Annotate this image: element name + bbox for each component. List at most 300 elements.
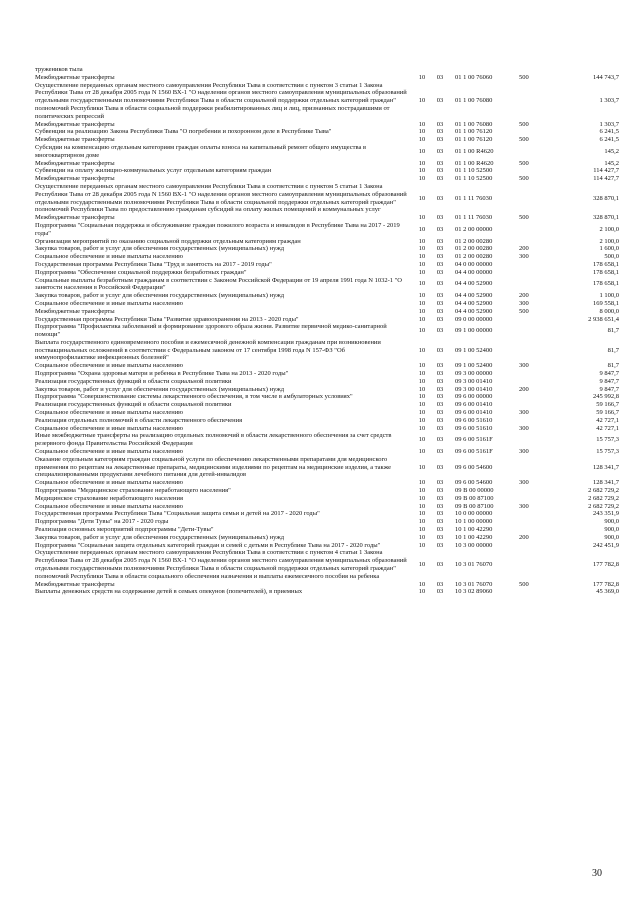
row-amount: 242 451,9: [593, 541, 619, 549]
row-name: Подпрограмма "Социальная поддержка и обслуживание граждан пожилого возраста и инвалидов в Республике Тыва на 2017 - 2019 годы": [35, 221, 400, 237]
row-expense-type: [519, 238, 555, 246]
row-target-article: 01 1 00 R4620: [455, 147, 494, 155]
row-section: 10: [418, 315, 426, 323]
row-expense-type: [519, 66, 555, 74]
row-expense-type: [519, 316, 555, 324]
row-amount: 900,0: [604, 533, 619, 541]
row-subsection: 03: [436, 377, 444, 385]
row-section: 10: [418, 416, 426, 424]
row-amount: 1 100,0: [599, 292, 619, 300]
row-target-article: 10 1 00 42290: [455, 526, 493, 534]
row-subsection: 03: [436, 346, 444, 354]
row-amount: 144 743,7: [593, 73, 619, 81]
row-name: Оказание отдельным категориям граждан социальной услуги по обеспечению лекарственными препаратами для медицинского применения по рецептам на лекарственные препараты, медицинскими изделиями по рецептам на медицинские изделия, а также специализированными продуктами лечебного питания для детей-инвалидов: [35, 455, 391, 479]
row-expense-type: [519, 456, 555, 479]
row-name: Закупка товаров, работ и услуг для обеспечения государственных (муниципальных) нужд: [35, 245, 285, 253]
row-amount: 9 847,7: [599, 377, 619, 385]
row-section: 10: [418, 327, 426, 335]
row-expense-type: 500: [519, 159, 529, 167]
row-section: 10: [418, 214, 426, 222]
row-expense-type: 500: [519, 120, 529, 128]
row-section: 10: [418, 409, 426, 417]
row-name: Осуществление переданных органам местного самоуправления Республики Тыва в соответствии с пунктом 4 статьи 1 Закона Республики Тыва от 28 декабря 2005 года N 1560 ВХ-1 "О наделении органов местного самоуправления муниципальных образований отдельными государственными полномочиями Республики Тыва в области социальной поддержки отдельных категорий граждан" полномочий Республики Тыва в области социального обеспечения назначения и выплаты ежемесячного пособия на ребенка: [35, 549, 407, 580]
row-name: Социальное обеспечение и иные выплаты населению: [35, 299, 184, 307]
row-amount: 45 369,0: [596, 588, 619, 596]
row-target-article: 09 1 00 52400: [455, 362, 493, 370]
row-section: 10: [418, 463, 426, 471]
row-subsection: 03: [436, 385, 444, 393]
row-subsection: 03: [436, 260, 444, 268]
row-subsection: 03: [436, 253, 444, 261]
row-amount: 500,0: [604, 253, 619, 261]
table-row: [35, 128, 619, 136]
row-expense-type: [519, 269, 555, 277]
row-subsection: 03: [436, 280, 444, 288]
row-section: 10: [418, 487, 426, 495]
table-row: [35, 253, 619, 261]
row-target-article: 09 6 00 5161F: [455, 436, 493, 444]
row-subsection: 03: [436, 588, 444, 596]
table-row: [35, 300, 619, 308]
table-row: [35, 160, 619, 168]
row-target-article: [449, 66, 519, 74]
table-row: [35, 526, 619, 534]
table-row: [35, 245, 619, 253]
row-target-article: 09 1 00 52400: [455, 346, 493, 354]
row-expense-type: [519, 128, 555, 136]
row-amount: 59 166,7: [596, 401, 619, 409]
row-section: 10: [418, 175, 426, 183]
row-target-article: 01 1 00 76080: [455, 97, 493, 105]
row-name: Межбюджетные трансферты: [35, 580, 115, 588]
row-name: Закупка товаров, работ и услуг для обеспечения государственных (муниципальных) нужд: [35, 292, 285, 300]
row-name: тружеников тыла: [35, 66, 83, 73]
table-row: [35, 425, 619, 433]
row-expense-type: [519, 518, 555, 526]
row-section: 10: [418, 518, 426, 526]
row-section: 10: [418, 136, 426, 144]
row-name: Подпрограмма "Профилактика заболеваний и формирование здорового образа жизни. Развитие первичной медико-санитарной помощи": [35, 323, 387, 339]
row-name: Межбюджетные трансферты: [35, 307, 115, 315]
row-section: 10: [418, 260, 426, 268]
row-target-article: 09 В 00 00000: [455, 487, 494, 495]
row-amount: 128 341,7: [593, 463, 619, 471]
row-section: 10: [418, 436, 426, 444]
row-amount: 2 938 651,4: [588, 315, 619, 323]
row-name: Реализация государственных функций в области социальной политики: [35, 377, 232, 385]
row-subsection: 03: [436, 128, 444, 136]
row-expense-type: [519, 378, 555, 386]
row-subsection: 03: [436, 561, 444, 569]
row-expense-type: 500: [519, 580, 529, 588]
row-target-article: 10 1 00 42290: [455, 533, 493, 541]
row-subsection: 03: [436, 533, 444, 541]
row-subsection: 03: [436, 436, 444, 444]
row-subsection: 03: [436, 401, 444, 409]
row-amount: 243 351,9: [593, 510, 619, 518]
row-expense-type: 300: [519, 299, 529, 307]
row-section: 10: [418, 159, 426, 167]
row-expense-type: 500: [519, 214, 529, 222]
row-expense-type: 500: [519, 307, 529, 315]
table-row: [35, 393, 619, 401]
row-amount: 81,7: [607, 327, 619, 335]
row-amount: 1 303,7: [599, 120, 619, 128]
table-row: [35, 222, 619, 238]
table-row: [35, 261, 619, 269]
row-subsection: 03: [436, 307, 444, 315]
row-expense-type: [519, 401, 555, 409]
row-subsection: 03: [436, 541, 444, 549]
row-expense-type: [519, 144, 555, 160]
row-target-article: 04 4 00 52900: [455, 307, 493, 315]
row-target-article: 09 1 00 00000: [455, 327, 493, 335]
row-section: 10: [418, 541, 426, 549]
row-target-article: 04 4 00 52900: [455, 292, 493, 300]
row-amount: 15 757,3: [596, 436, 619, 444]
table-row: [35, 432, 619, 448]
table-row: [35, 214, 619, 222]
row-subsection: 03: [436, 97, 444, 105]
row-section: 10: [418, 307, 426, 315]
row-name: Социальное обеспечение и иные выплаты населению: [35, 253, 184, 261]
row-subsection: 03: [436, 526, 444, 534]
row-section: 10: [418, 393, 426, 401]
row-expense-type: 200: [519, 385, 529, 393]
row-target-article: 04 4 00 52900: [455, 299, 493, 307]
row-name: Социальное обеспечение и иные выплаты населению: [35, 409, 184, 417]
table-row: [35, 82, 619, 121]
row-subsection: 03: [436, 315, 444, 323]
table-row: [35, 175, 619, 183]
row-section: 10: [418, 385, 426, 393]
row-amount: 900,0: [604, 526, 619, 534]
table-row: [35, 238, 619, 246]
row-section: 10: [418, 253, 426, 261]
row-name: Государственная программа Республики Тыва "Труд и занятость на 2017 - 2019 годы": [35, 260, 272, 268]
row-amount: 114 427,7: [593, 167, 619, 175]
table-row: [35, 510, 619, 518]
row-expense-type: [519, 323, 555, 339]
table-row: [35, 448, 619, 456]
row-expense-type: 300: [519, 362, 529, 370]
row-amount: [555, 66, 619, 74]
row-expense-type: [519, 339, 555, 362]
row-amount: 2 682 729,2: [588, 502, 619, 510]
row-name: Подпрограмма "Совершенствование системы лекарственного обеспечения, в том числе в амбулаторных условиях": [35, 393, 353, 401]
row-section: 10: [418, 377, 426, 385]
row-subsection: 03: [436, 327, 444, 335]
row-section: 10: [418, 194, 426, 202]
row-expense-type: [519, 510, 555, 518]
row-target-article: 09 6 00 01410: [455, 401, 493, 409]
table-row: [35, 401, 619, 409]
row-subsection: 03: [436, 362, 444, 370]
row-target-article: 09 6 00 54600: [455, 479, 493, 487]
table-row: [35, 370, 619, 378]
row-subsection: 03: [436, 448, 444, 456]
row-target-article: 09 0 00 00000: [455, 315, 493, 323]
row-amount: 15 757,3: [596, 448, 619, 456]
row-name: Социальное обеспечение и иные выплаты населению: [35, 448, 184, 456]
row-expense-type: [519, 370, 555, 378]
row-section: 10: [418, 401, 426, 409]
row-name: Межбюджетные трансферты: [35, 214, 115, 222]
row-section: [413, 66, 431, 74]
row-target-article: 01 2 00 00280: [455, 245, 493, 253]
row-section: 10: [418, 73, 426, 81]
row-target-article: 09 6 00 01410: [455, 409, 493, 417]
row-section: 10: [418, 479, 426, 487]
row-subsection: 03: [436, 120, 444, 128]
row-name: Межбюджетные трансферты: [35, 175, 115, 183]
row-section: 10: [418, 120, 426, 128]
table-row: [35, 581, 619, 589]
table-row: [35, 362, 619, 370]
row-name: Осуществление переданных органам местного самоуправления Республики Тыва в соответствии с пунктом 3 статьи 1 Закона Республики Тыва от 28 декабря 2005 года N 1560 ВХ-1 "О наделении органов местного самоуправления муниципальных образований отдельными государственными полномочиями Республики Тыва в области социальной поддержки отдельных категорий граждан" полномочий Республики Тыва в области социальной поддержки реабилитированных лиц и лиц, признанных пострадавшими от политических репрессий: [35, 81, 407, 120]
row-subsection: 03: [436, 518, 444, 526]
row-name: Субвенции на оплату жилищно-коммунальных услуг отдельным категориям граждан: [35, 167, 272, 175]
row-name: Медицинское страхование неработающего населения: [35, 494, 183, 502]
row-target-article: 04 4 00 52900: [455, 280, 493, 288]
row-subsection: 03: [436, 159, 444, 167]
budget-table: [35, 66, 619, 596]
table-row: [35, 479, 619, 487]
table-row: [35, 542, 619, 550]
row-name: Государственная программа Республики Тыва "Социальная защита семьи и детей на 2017 - 2020 годы": [35, 510, 320, 518]
row-name: Подпрограмма "Медицинское страхование неработающего населения": [35, 487, 231, 495]
row-section: 10: [418, 97, 426, 105]
table-row: [35, 183, 619, 214]
row-target-article: 09 6 00 00000: [455, 393, 493, 401]
row-target-article: 10 0 00 00000: [455, 510, 493, 518]
row-name: Подпрограмма "Социальная защита отдельных категорий граждан и семей с детьми в Республике Тыва на 2017 - 2020 годы": [35, 541, 381, 549]
row-subsection: 03: [436, 580, 444, 588]
row-name: Социальные выплаты безработным гражданам в соответствии с Законом Российской Федерации от 19 апреля 1991 года N 1032-1 "О занятости населения в Российской Федерации": [35, 276, 402, 292]
row-target-article: 01 1 00 76120: [455, 136, 493, 144]
row-target-article: 01 1 11 76030: [455, 214, 493, 222]
row-amount: 145,2: [604, 147, 619, 155]
row-subsection: [431, 66, 449, 74]
row-section: 10: [418, 299, 426, 307]
row-amount: 59 166,7: [596, 409, 619, 417]
row-section: 10: [418, 510, 426, 518]
row-target-article: 09 6 00 51610: [455, 424, 493, 432]
row-subsection: 03: [436, 463, 444, 471]
row-target-article: 10 3 00 00000: [455, 541, 493, 549]
row-subsection: 03: [436, 510, 444, 518]
row-target-article: 09 6 00 5161F: [455, 448, 493, 456]
row-name: Межбюджетные трансферты: [35, 136, 115, 144]
row-expense-type: [519, 495, 555, 503]
row-section: 10: [418, 147, 426, 155]
row-amount: 2 682 729,2: [588, 487, 619, 495]
row-section: 10: [418, 128, 426, 136]
row-amount: 1 303,7: [599, 97, 619, 105]
row-target-article: 09 6 00 54600: [455, 463, 493, 471]
row-subsection: 03: [436, 487, 444, 495]
table-row: [35, 549, 619, 580]
row-name: Межбюджетные трансферты: [35, 159, 115, 167]
row-amount: 177 782,8: [593, 580, 619, 588]
row-target-article: 04 4 00 00000: [455, 268, 493, 276]
table-row: [35, 167, 619, 175]
row-section: 10: [418, 245, 426, 253]
row-amount: 328 870,1: [593, 214, 619, 222]
row-target-article: 01 1 10 52500: [455, 175, 493, 183]
row-expense-type: [519, 82, 555, 121]
row-amount: 114 427,7: [593, 175, 619, 183]
row-name: Закупка товаров, работ и услуг для обеспечения государственных (муниципальных) нужд: [35, 533, 285, 541]
row-target-article: 01 1 00 76080: [455, 120, 493, 128]
row-subsection: 03: [436, 136, 444, 144]
row-expense-type: [519, 542, 555, 550]
row-section: 10: [418, 292, 426, 300]
row-name: Подпрограмма "Обеспечение социальной поддержки безработных граждан": [35, 268, 247, 276]
row-subsection: 03: [436, 147, 444, 155]
row-name: Осуществление переданных органам местного самоуправления Республики Тыва в соответствии с пунктом 5 статьи 1 Закона Республики Тыва от 28 декабря 2005 года N 1560 ВХ-1 "О наделении органов местного самоуправления муниципальных образований отдельными государственными полномочиями Республики Тыва в области социальной поддержки отдельных категорий граждан" полномочий Республики Тыва по предоставлению гражданам субсидий на оплату жилых помещений и коммунальных услуг: [35, 182, 407, 214]
row-target-article: 09 3 00 00000: [455, 370, 493, 378]
row-amount: 42 727,1: [596, 424, 619, 432]
row-target-article: 09 3 00 01410: [455, 385, 493, 393]
page-number: 30: [592, 868, 602, 879]
row-subsection: 03: [436, 214, 444, 222]
table-row: [35, 378, 619, 386]
row-amount: 9 847,7: [599, 385, 619, 393]
row-expense-type: [519, 393, 555, 401]
row-section: 10: [418, 502, 426, 510]
row-name: Реализация отдельных полномочий в области лекарственного обеспечения: [35, 416, 243, 424]
row-target-article: 09 3 00 01410: [455, 377, 493, 385]
row-subsection: 03: [436, 393, 444, 401]
row-name: Социальное обеспечение и иные выплаты населению: [35, 479, 184, 487]
row-subsection: 03: [436, 175, 444, 183]
table-row: [35, 386, 619, 394]
row-section: 10: [418, 580, 426, 588]
row-name: Социальное обеспечение и иные выплаты населению: [35, 502, 184, 510]
row-subsection: 03: [436, 73, 444, 81]
table-row: [35, 66, 619, 74]
row-subsection: 03: [436, 225, 444, 233]
row-subsection: 03: [436, 299, 444, 307]
row-name: Выплата государственного единовременного пособия и ежемесячной денежной компенсации гражданам при возникновении поствакцинальных осложнений в соответствии с Федеральным законом от 17 сентября 1998 года N 157-ФЗ "Об иммунопрофилактике инфекционных болезней": [35, 338, 381, 362]
row-expense-type: [519, 277, 555, 293]
row-amount: 2 100,0: [599, 225, 619, 233]
table-row: [35, 144, 619, 160]
row-expense-type: [519, 549, 555, 580]
row-subsection: 03: [436, 245, 444, 253]
row-target-article: 01 2 00 00000: [455, 225, 493, 233]
row-name: Межбюджетные трансферты: [35, 120, 115, 128]
row-amount: 2 100,0: [599, 237, 619, 245]
row-target-article: 01 1 00 76120: [455, 128, 493, 136]
row-amount: 178 658,1: [593, 268, 619, 276]
row-amount: 245 992,8: [593, 393, 619, 401]
row-amount: 145,2: [604, 159, 619, 167]
row-name: Иные межбюджетные трансферты на реализацию отдельных полномочий в области лекарственного обеспечения за счет средств резервного фонда Правительства Российской Федерации: [35, 432, 392, 448]
budget-table-body: [35, 66, 619, 596]
row-expense-type: 200: [519, 292, 529, 300]
row-expense-type: [519, 183, 555, 214]
row-subsection: 03: [436, 416, 444, 424]
row-amount: 178 658,1: [593, 280, 619, 288]
row-expense-type: 300: [519, 479, 529, 487]
row-amount: 42 727,1: [596, 416, 619, 424]
table-row: [35, 534, 619, 542]
table-row: [35, 277, 619, 293]
table-row: [35, 316, 619, 324]
row-expense-type: 500: [519, 73, 529, 81]
row-target-article: 01 1 00 76060: [455, 73, 493, 81]
row-expense-type: [519, 487, 555, 495]
row-expense-type: 300: [519, 502, 529, 510]
row-section: 10: [418, 526, 426, 534]
table-row: [35, 339, 619, 362]
row-section: 10: [418, 533, 426, 541]
row-amount: 328 870,1: [593, 194, 619, 202]
row-subsection: 03: [436, 268, 444, 276]
row-target-article: 10 1 00 00000: [455, 518, 493, 526]
table-row: [35, 121, 619, 129]
row-target-article: 10 3 02 89060: [455, 588, 493, 596]
row-target-article: 09 В 00 87100: [455, 502, 494, 510]
table-row: [35, 269, 619, 277]
row-name: Социальное обеспечение и иные выплаты населению: [35, 424, 184, 432]
row-section: 10: [418, 280, 426, 288]
row-target-article: 01 1 11 76030: [455, 194, 493, 202]
row-expense-type: [519, 261, 555, 269]
row-expense-type: 300: [519, 424, 529, 432]
table-row: [35, 495, 619, 503]
table-row: [35, 308, 619, 316]
row-amount: 177 782,8: [593, 561, 619, 569]
row-section: 10: [418, 424, 426, 432]
row-name: Выплаты денежных средств на содержание детей в семьях опекунов (попечителей), в приемных: [35, 588, 303, 596]
row-subsection: 03: [436, 167, 444, 175]
row-target-article: 01 2 00 00280: [455, 237, 493, 245]
row-subsection: 03: [436, 424, 444, 432]
row-target-article: 01 2 00 00280: [455, 253, 493, 261]
row-name: Реализация государственных функций в области социальной политики: [35, 401, 232, 409]
row-amount: 9 847,7: [599, 370, 619, 378]
row-amount: 169 558,1: [593, 299, 619, 307]
row-name: Закупка товаров, работ и услуг для обеспечения государственных (муниципальных) нужд: [35, 385, 285, 393]
row-subsection: 03: [436, 479, 444, 487]
row-subsection: 03: [436, 370, 444, 378]
row-expense-type: 500: [519, 175, 529, 183]
row-amount: 2 682 729,2: [588, 494, 619, 502]
row-expense-type: [519, 432, 555, 448]
row-section: 10: [418, 237, 426, 245]
row-expense-type: 300: [519, 253, 529, 261]
row-amount: 178 658,1: [593, 260, 619, 268]
row-expense-type: [519, 417, 555, 425]
row-subsection: 03: [436, 237, 444, 245]
row-amount: 900,0: [604, 518, 619, 526]
row-target-article: 09 В 00 87100: [455, 494, 494, 502]
row-expense-type: 200: [519, 245, 529, 253]
row-section: 10: [418, 370, 426, 378]
row-expense-type: [519, 588, 555, 596]
row-expense-type: [519, 222, 555, 238]
row-amount: 1 600,0: [599, 245, 619, 253]
row-section: 10: [418, 346, 426, 354]
row-name: Межбюджетные трансферты: [35, 73, 115, 81]
table-row: [35, 503, 619, 511]
row-name: Подпрограмма "Охрана здоровья матери и ребенка в Республике Тыва на 2013 - 2020 годы": [35, 370, 289, 378]
row-name: Государственная программа Республики Тыва "Развитие здравоохранения на 2013 - 2020 годы": [35, 315, 299, 323]
row-section: 10: [418, 588, 426, 596]
